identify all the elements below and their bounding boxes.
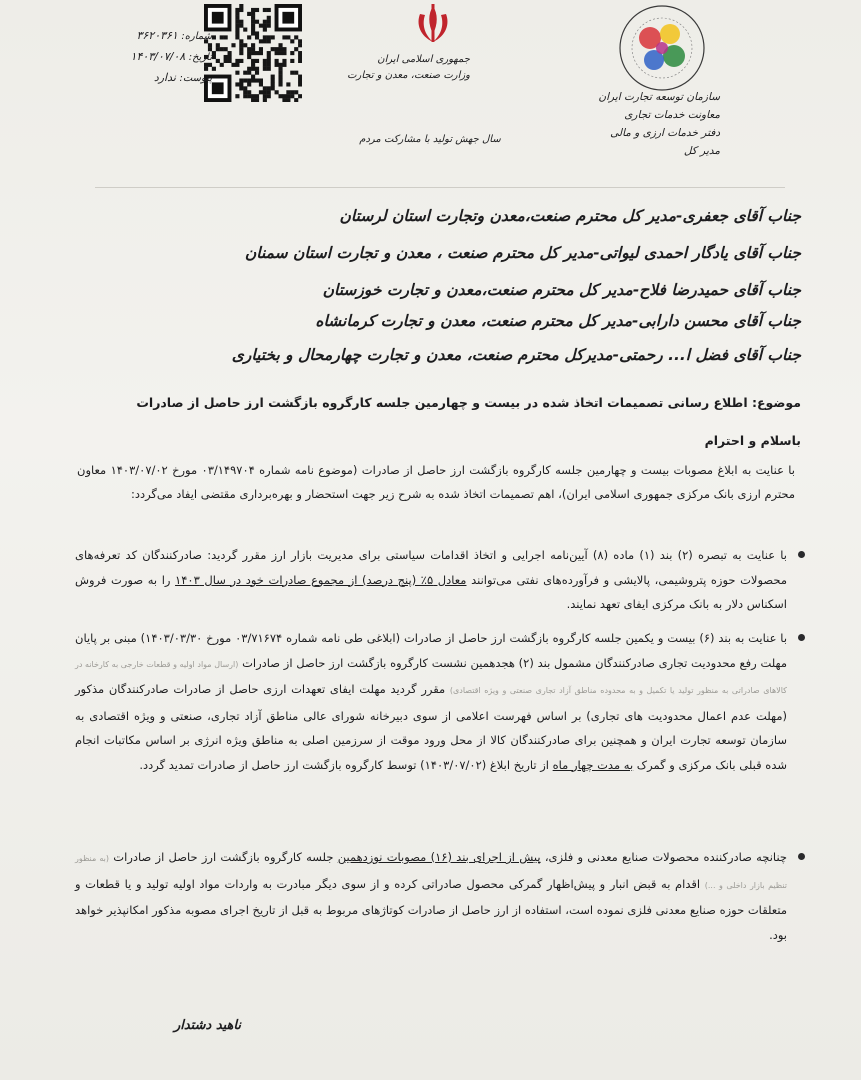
date-label: تاریخ:	[188, 52, 212, 63]
attachment-label: پیوست:	[179, 73, 212, 84]
year-slogan: سال جهش تولید با مشارکت مردم	[359, 134, 501, 145]
national-emblem-icon	[408, 2, 458, 46]
letter-number-row	[118, 26, 212, 47]
attachment-value: ندارد	[153, 71, 176, 84]
org-logo	[610, 2, 714, 94]
bullet-text	[75, 626, 787, 777]
addressee-line: جناب آقای محسن دارابی-مدیر کل محترم صنعت، معدن و تجارت کرمانشاه	[315, 312, 801, 330]
addressee-line: جناب آقای حمیدرضا فلاح-مدیر کل محترم صنعت،معدن و تجارت خوزستان	[322, 281, 801, 299]
bullet-dot	[798, 551, 805, 558]
faded-text: (به منظور تنظیم بازار داخلی و ...)	[75, 854, 788, 890]
header-divider	[95, 187, 785, 188]
bullet-text-part: با عنایت به تبصره (۲) بند (۱) ماده (۸) آیین‌نامه اجرایی و اتخاذ اقدامات سیاستی برای مدیریت بازار ارز مقرر گردید: صادرکنندگان کد تعرفه‌های محصولات حوزه پتروشیمی، پالایشی و فرآورده‌های نفتی می‌توانند	[75, 548, 787, 587]
salutation: باسلام و احترام	[704, 433, 801, 448]
bullet-item	[75, 626, 805, 777]
underlined-text: به مدت چهار ماه	[552, 757, 634, 772]
org-name-lines	[560, 88, 720, 160]
org-line: مدیر کل	[683, 145, 720, 157]
bullet-text	[75, 543, 787, 617]
letter-date-row	[118, 47, 212, 68]
bullet-text-part: چنانچه صادرکننده محصولات صنایع معدنی و فلزی،	[540, 850, 788, 864]
qr-code	[204, 4, 302, 102]
bullet-text-part: اقدام به قبض انبار و پیش‌اظهار گمرکی محصول صادراتی کرده و از سوی دیگر مبادرت به واردات مواد اولیه تولید و یا قطعات و متعلقات حوزه صنایع معدنی فلزی نموده است، استفاده از ارز حاصل از صادرات کوتاژهای مربوط به قبل از تاریخ اجرای مصوبه مذکور امکانپذیر خواهد بود.	[75, 876, 787, 942]
underlined-text: پیش از اجرای بند (۱۶) مصوبات نوزدهمین	[337, 850, 541, 864]
bullet-item	[75, 543, 805, 617]
ministry-line: وزارت صنعت، معدن و تجارت	[347, 70, 470, 81]
org-line: سازمان توسعه تجارت ایران	[598, 91, 720, 103]
letter-metadata	[118, 26, 212, 89]
intro-paragraph: با عنایت به ابلاغ مصوبات بیست و چهارمین جلسه کارگروه بازگشت ارز حاصل از صادرات (موضوع نامه شماره ۰۳/۱۴۹۷۰۴ مورخ ۱۴۰۳/۰۷/۰۲ معاون محترم ارزی بانک مرکزی جمهوری اسلامی ایران)، اهم تصمیمات اتخاذ شده به شرح زیر جهت استحضار و بهره‌برداری مقتضی ایفاد می‌گردد:	[77, 463, 796, 501]
number-label: شماره:	[181, 31, 212, 42]
bullet-text	[75, 845, 787, 947]
faded-text: (ارسال مواد اولیه و قطعات خارجی به کارخانه در کالاهای صادراتی به منظور تولید یا تکمیل و به محدوده مناطق آزاد تجاری صنعتی و ویژه اقتصادی)	[75, 659, 787, 695]
addressee-line: جناب آقای یادگار احمدی لیواتی-مدیر کل محترم صنعت ، معدن و تجارت استان سمنان	[244, 244, 801, 262]
underlined-text: معادل ۵٪ (پنج درصد) از مجموع صادرات خود در سال ۱۴۰۳	[175, 572, 467, 587]
addressee-line: جناب آقای فضل ا... رحمتی-مدیرکل محترم صنعت، معدن و تجارت چهارمحال و بختیاری	[231, 346, 801, 364]
bullet-text-part: مقرر گردید مهلت ایفای تعهدات ارزی حاصل از صادرات صادرکنندگان مذکور (مهلت عدم اعمال محدودیت های تجاری) بر اساس فهرست اعلامی از سوی دبیرخانه شورای عالی مناطق آزاد تجاری، صنعتی و ویژه اقتصادی به سازمان توسعه تجارت ایران و همچنین برای صادرکنندگان کالا از محل ورود موقت از سرزمین اصلی به مناطق ویژه انرژی بر اساس مکاتبات انجام شده قبلی بانک مرکزی و گمرک	[75, 682, 787, 772]
bullet-text-part: با عنایت به بند (۶) بیست و یکمین جلسه کارگروه بازگشت ارز حاصل از صادرات (ابلاغی طی نامه شماره ۰۳/۷۱۶۷۴ مورخ ۱۴۰۳/۰۳/۳۰) مبنی بر پایان مهلت رفع محدودیت تجاری صادرکنندگان مشمول بند (۲) هجدهمین نشست کارگروه بازگشت ارز حاصل از صادرات	[75, 631, 788, 670]
bullet-text-part: از تاریخ ابلاغ (۱۴۰۳/۰۷/۰۲) توسط کارگروه بازگشت ارز حاصل از صادرات تمدید گردد.	[139, 757, 553, 772]
letter-date: ۱۴۰۳/۰۷/۰۸	[130, 50, 186, 63]
ministry-line: جمهوری اسلامی ایران	[377, 54, 470, 65]
addressee-line: جناب آقای جعفری-مدیر کل محترم صنعت،معدن وتجارت استان لرستان	[339, 207, 801, 225]
ministry-name	[340, 52, 470, 84]
bullet-text-part: را به صورت فروش اسکناس دلار به بانک مرکزی ایفای تعهد نمایند.	[75, 572, 787, 611]
attachment-row	[118, 68, 212, 89]
bullet-text-part: جلسه کارگروه بازگشت ارز حاصل از صادرات	[109, 850, 338, 864]
bullet-item	[75, 845, 805, 947]
org-line: دفتر خدمات ارزی و مالی	[610, 127, 720, 139]
org-line: معاونت خدمات تجاری	[624, 109, 720, 121]
letter-number: ۳۶۲۰۳۶۱	[136, 29, 178, 42]
bullet-dot	[798, 634, 805, 641]
signatory-name: ناهید دشتدار	[173, 1018, 241, 1033]
bullet-dot	[798, 853, 805, 860]
letter-subject: موضوع: اطلاع رسانی تصمیمات اتخاذ شده در بیست و چهارمین جلسه کارگروه بازگشت ارز حاصل از صادرات	[136, 395, 801, 410]
